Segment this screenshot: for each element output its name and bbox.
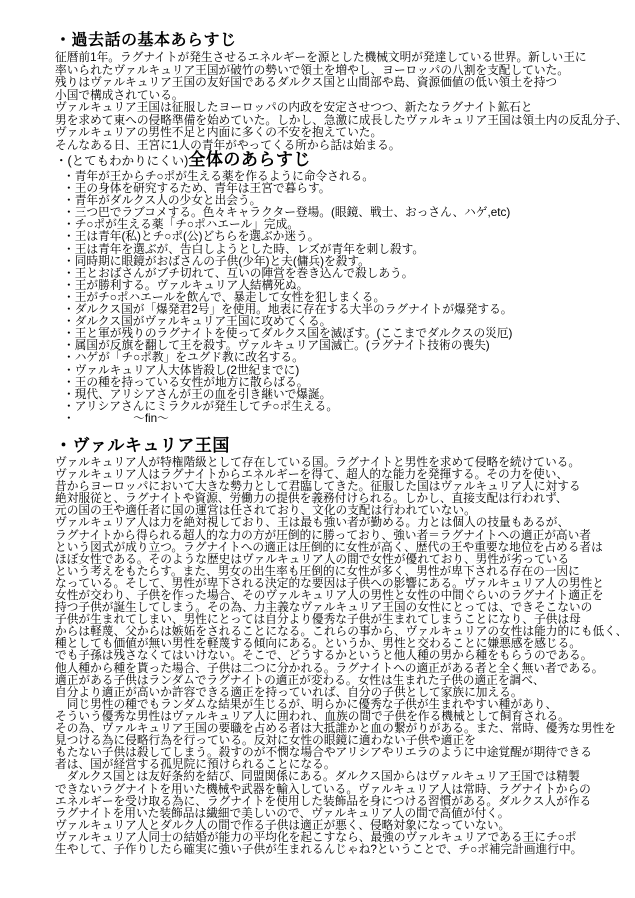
valkyria-kingdom-line: 種としても価値が無い男性を軽蔑する傾向にある。というか、男性と交わることに嫌悪感を感じる。 — [55, 637, 581, 651]
valkyria-kingdom-heading: ・ヴァルキュリア王国 — [55, 435, 230, 455]
synopsis-bullet-line: ・王とおばさんがブチ切れて、互いの陣営を巻き込んで殺しあう。 — [63, 266, 414, 280]
valkyria-kingdom-line: 適正がある子供はランダムでラグナイトの適正が変わる。女性は生まれた子供の適正を調べ、 — [55, 673, 545, 687]
section-valkyria-kingdom — [55, 436, 631, 856]
synopsis-bullet-line: ・ダルクス国がヴァルキュリア王国に攻めてくる。 — [63, 315, 332, 329]
valkyria-kingdom-line: ラグナイトから得られる超人的な力の方が圧倒的に勝っており、強い者＝ラグナイトへの適正が高い者 — [55, 528, 591, 542]
valkyria-kingdom-line: 見つける為に侵略行為を行っている。反対に女性の眼鏡に適わない子供や適正を — [55, 734, 476, 748]
synopsis-bullet-line: ・王がチ○ポハエールを飲んで、暴走して女性を犯しまくる。 — [63, 290, 386, 304]
valkyria-kingdom-line: できないラグナイトを用いた機械や武器を輸入している。ヴァルキュリア人は常時、ラグナイトからの — [55, 782, 591, 796]
valkyria-kingdom-line: ヴァルキュリア人とダルク人の間で作る子供は適正が悪く、侵略対象になっていない。 — [55, 818, 511, 832]
section-overall-synopsis — [55, 152, 631, 425]
valkyria-kingdom-line: 生やして、子作りしたら確実に強い子供が生まれるんじゃね?ということで、チ○ポ補完計画進行中。 — [55, 842, 583, 856]
valkyria-kingdom-line: ヴァルキュリア人同士の結婚が能力の平均化を起こすなら、最強のヴァルキュリアである王にチ○ポ — [55, 830, 577, 844]
overall-synopsis-heading-prefix: ・(とてもわかりにくい) — [55, 154, 189, 168]
valkyria-kingdom-line: ヴァルキュリア人が特権階級として存在している国。ラグナイトと男性を求めて侵略を続けている。 — [55, 455, 581, 469]
overall-synopsis-heading — [55, 152, 631, 169]
past-story-paragraph — [55, 52, 631, 152]
synopsis-bullet-line: ・青年がダルクス人の少女と出会う。 — [63, 194, 262, 208]
valkyria-kingdom-line: 絶対服従と、ラグナイトや資源、労働力の提供を義務付けられる。しかし、直接支配は行われず、 — [55, 492, 568, 506]
valkyria-kingdom-line: でも子孫は残さなくてはいけない。そこで、どうするかというと他人種の男から種をもらうのである。 — [55, 649, 593, 663]
synopsis-bullet-line: ・アリシアさんにミラクルが発生してチ○ポ生える。 — [63, 399, 339, 413]
synopsis-bullet-line: ・王は青年を選ぶが、告白しようとした時、レズが青年を刺し殺す。 — [63, 242, 425, 256]
valkyria-kingdom-line: ダルクス国とは友好条約を結び、同盟関係にある。ダルクス国からはヴァルキュリア王国では精製 — [55, 770, 580, 784]
synopsis-bullet-line: ・属国が反旗を翻して王を殺す。ヴァルキュリア国滅亡。(ラグナイト技術の喪失) — [63, 339, 490, 353]
valkyria-kingdom-line: 者は、国が経営する孤児院に預けられることになる。 — [55, 758, 336, 772]
synopsis-bullet-line: ・王の身体を研究するため、青年は王宮で暮らす。 — [63, 182, 331, 196]
synopsis-bullet-line: ・王が勝利する。ヴァルキュリア人結構死ぬ。 — [63, 278, 309, 292]
synopsis-bullet-line: ・王は青年(私)とチ○ポ(公)どちらを選ぶか迷う。 — [63, 230, 320, 244]
past-story-line: そんなある日、王宮に1人の青年がやってくる所から話は始まる。 — [55, 138, 401, 152]
past-story-line: 男を求めて東への侵略準備を始めていた。しかし、急激に成長したヴァルキュリア王国は領土内の反乱分子、 — [55, 113, 628, 127]
valkyria-kingdom-line: 昔からヨーロッパにおいて大きな勢力として君臨してきた。征服した国はヴァルキュリア人に対する — [55, 480, 581, 494]
valkyria-kingdom-line: 同じ男性の種でもランダムな結果が生じるが、明らかに優秀な子供が生まれやすい種があり、 — [55, 697, 558, 711]
valkyria-kingdom-line: ヴァルキュリア人はラグナイトからエネルギーを得て、超人的な能力を発揮する。その力を使い、 — [55, 468, 569, 482]
past-story-line: ヴァルキュリア王国は征服したヨーロッパの内政を安定させつつ、新たなラグナイト鉱石と — [55, 101, 533, 114]
synopsis-bullet-line: ・三つ巴でラブコメする。色々キャラクター登場。(眼鏡、戦士、おっさん、ハゲ,etc) — [63, 206, 511, 220]
synopsis-bullet-line: ・ハゲが「チ○ポ教」をユグド教に改名する。 — [63, 351, 304, 365]
past-story-line: ヴァルキュリアの男性不足と内面に多くの不安を抱えていた。 — [55, 126, 383, 139]
past-story-line: 率いられたヴァルキュリア王国が破竹の勢いで領土を増やし、ヨーロッパの八割を支配していた。 — [55, 63, 569, 77]
valkyria-kingdom-line: という考えをもたらす。また、男女の出生率も圧倒的に女性が多く、男性が卑下される存在の一因に — [55, 564, 580, 578]
valkyria-kingdom-line: その為、ヴァルキュリア王国の要職を占める者は大抵誰かと血の繋がりがある。また、常時、優秀な男性を — [55, 722, 616, 736]
valkyria-kingdom-line: 自分より適正が高いか許容できる適正を持っていれば、自分の子供として家族に加える。 — [55, 685, 523, 699]
synopsis-bullet-line: ・王の種を持っている女性が地方に散らばる。 — [63, 375, 309, 389]
past-story-line: 残りはヴァルキュリア王国の友好国であるダルクス国と山間部や島、資源価値の低い領土を持つ — [55, 76, 558, 89]
valkyria-kingdom-line: なっている。そして、男性が卑下される決定的な要因は子供への影響にある。ヴァルキュリア人の男性と — [55, 576, 604, 590]
valkyria-kingdom-paragraph — [55, 457, 631, 856]
valkyria-kingdom-line: 他人種から種を貰った場合、子供は二つに分かれる。ラグナイトへの適正がある者と全く無い者である。 — [55, 661, 604, 675]
valkyria-kingdom-line: エネルギーを受け取る為に、ラグナイトを使用した装飾品を身につける習慣がある。ダルクス人が作る — [55, 794, 592, 808]
valkyria-kingdom-line: もたない子供は殺してしまう。殺すのが不憫な場合やアリシアやリエラのように中途覚醒が期待できる — [55, 746, 592, 760]
synopsis-bullet-line: ・チ○ポが生える薬「チ○ポハエール」完成。 — [63, 218, 299, 232]
valkyria-kingdom-line: ほぼ女性である。そのような歴史はヴァルキュリア人の間で女性が優れており、男性が劣っている — [55, 552, 570, 566]
synopsis-bullet-line: ・王と軍が残りのラグナイトを使ってダルクス国を滅ぼす。(ここまでダルクスの災厄) — [63, 327, 513, 341]
valkyria-kingdom-line: ヴァルキュリア人は力を絶対視しており、王は最も強い者が勤める。力とは個人の技量もあるが、 — [55, 516, 570, 530]
past-story-line: 小国で構成されている。 — [55, 88, 184, 102]
past-story-heading: ・過去話の基本あらすじ — [55, 32, 237, 49]
synopsis-bullet-line: ・ダルクス国が「爆発君2号」を使用。地表に存在する大半のラグナイトが爆発する。 — [63, 303, 513, 317]
synopsis-bullet-line: ・同時期に眼鏡がおばさんの子供(少年)と夫(傭兵)を殺す。 — [63, 254, 370, 268]
overall-synopsis-bullet-list — [63, 171, 631, 425]
valkyria-kingdom-line: からは軽蔑、父からは嫉妬をされることになる。これらの事から、ヴァルキュリアの女性は能力的にも低く、 — [55, 625, 628, 639]
valkyria-kingdom-line: 女性が交わり、子供を作った場合、そのヴァルキュリア人の男性と女性の中間ぐらいのラグナイト適正を — [55, 589, 604, 602]
valkyria-kingdom-line: 持つ子供が誕生してしまう。その為、力主義なヴァルキュリア王国の女性にとっては、できそこないの — [55, 601, 593, 615]
synopsis-bullet-line: ・現代、アリシアさんが王の血を引き継いで爆誕。 — [63, 387, 332, 401]
valkyria-kingdom-line: という図式が成り立つ。ラグナイトへの適正は圧倒的に女性が高く、歴代の王や重要な地位を占める者は — [55, 540, 603, 554]
synopsis-bullet-line: ・青年が王からチ○ポが生える薬を作るように命令される。 — [63, 170, 374, 183]
valkyria-kingdom-line: 元の国の王や適任者に国の運営は任されており、文化の支配は行われていない。 — [55, 504, 476, 518]
valkyria-kingdom-line: 子供が生まれてしまい、男性にとっては自分より優秀な子供が生まれてしまうことになり、子供は母 — [55, 613, 581, 627]
overall-synopsis-heading-main: 全体のあらすじ — [188, 150, 311, 169]
synopsis-bullet-line: ・ヴァルキュリア人大体皆殺し(2世紀までに) — [63, 363, 300, 377]
valkyria-kingdom-line: ラグナイトを用いた装飾品は繊細で美しいので、ヴァルキュリア人の間で高値が付く。 — [55, 806, 510, 820]
valkyria-kingdom-line: そういう優秀な男性はヴァルキュリア人に囲われ、血族の間で子供を作る機械として飼育される。 — [55, 709, 570, 723]
past-story-line: 征暦前1年。ラグナイトが発生させるエネルギーを源とした機械文明が発達している世界。新しい王に — [55, 51, 587, 64]
synopsis-bullet-line: ・ ～fin～ — [63, 411, 169, 425]
section-past-story — [55, 31, 631, 152]
